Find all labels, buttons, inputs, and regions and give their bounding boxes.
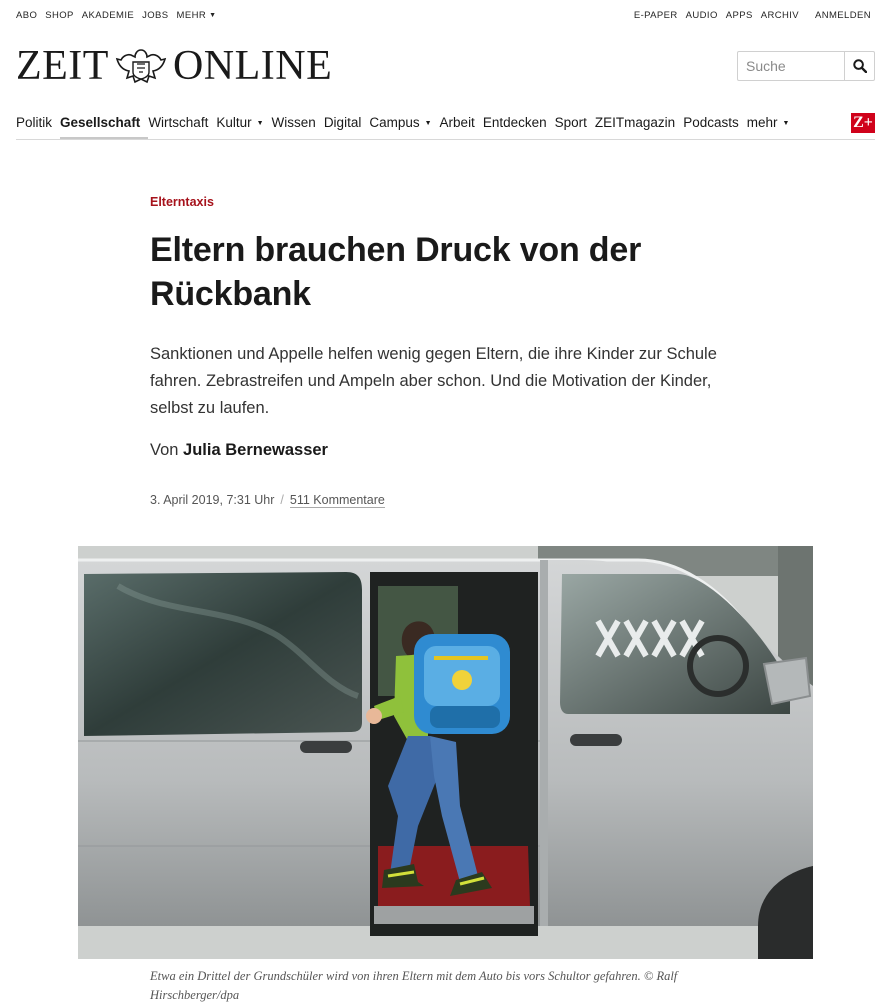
- article-title: Eltern brauchen Druck von der Rückbank: [150, 231, 642, 313]
- comments-link[interactable]: 511 Kommentare: [289, 493, 385, 507]
- eagle-emblem-icon: [113, 46, 169, 86]
- zplus-badge[interactable]: Z+: [851, 113, 875, 133]
- nav-item-arbeit[interactable]: Arbeit: [439, 115, 475, 130]
- caret-down-icon: ▼: [209, 12, 217, 19]
- nav-item-podcasts[interactable]: Podcasts: [683, 115, 739, 130]
- nav-item-kultur[interactable]: [216, 112, 271, 139]
- meta-link-akademie[interactable]: AKADEMIE: [81, 10, 135, 21]
- search-box: [737, 51, 875, 81]
- logo-word-online: ONLINE: [172, 43, 333, 89]
- meta-link-abo[interactable]: ABO: [16, 10, 38, 21]
- main-navigation: [16, 112, 875, 140]
- meta-link-shop[interactable]: SHOP: [45, 10, 74, 21]
- van-photo-illustration: [78, 546, 813, 959]
- search-input[interactable]: [738, 52, 844, 80]
- nav-item-gesellschaft[interactable]: Gesellschaft: [60, 112, 148, 139]
- caret-down-icon: ▼: [782, 120, 790, 127]
- nav-item-wissen[interactable]: Wissen: [271, 115, 316, 130]
- meta-bar: [0, 0, 887, 30]
- publish-date: 3. April 2019, 7:31 Uhr: [150, 493, 275, 507]
- login-link[interactable]: ANMELDEN: [815, 10, 871, 21]
- search-button[interactable]: [844, 52, 874, 80]
- nav-item-campus[interactable]: [369, 112, 439, 139]
- nav-item-sport[interactable]: Sport: [554, 115, 587, 130]
- meta-link-apps[interactable]: APPS: [725, 10, 753, 21]
- meta-separator: /: [280, 493, 284, 507]
- nav-item-wirtschaft[interactable]: Wirtschaft: [148, 115, 209, 130]
- meta-links-right: [634, 10, 871, 21]
- site-logo[interactable]: [16, 44, 332, 88]
- article-kicker: Elterntaxis: [150, 195, 214, 209]
- article-image: [78, 546, 813, 959]
- meta-link-mehr-label: MEHR: [176, 10, 207, 21]
- search-icon: [853, 59, 867, 73]
- meta-link-epaper[interactable]: E-PAPER: [633, 10, 678, 21]
- nav-item-zeitmagazin[interactable]: ZEITmagazin: [594, 115, 676, 130]
- meta-links-left: [16, 10, 216, 21]
- meta-link-archiv[interactable]: ARCHIV: [760, 10, 799, 21]
- nav-item-politik[interactable]: Politik: [16, 115, 53, 130]
- nav-item-campus-label: Campus: [369, 115, 420, 130]
- nav-item-mehr[interactable]: [747, 112, 798, 139]
- nav-item-digital[interactable]: Digital: [323, 115, 362, 130]
- image-caption: Etwa ein Drittel der Grundschüler wird von ihren Eltern mit dem Auto bis vors Schultor gefahren. © Ralf Hirschberger/dpa: [150, 969, 678, 1002]
- logo-word-zeit: ZEIT: [16, 43, 109, 89]
- article-meta: [150, 493, 385, 508]
- nav-item-kultur-label: Kultur: [216, 115, 252, 130]
- author-link[interactable]: Julia Bernewasser: [183, 441, 328, 459]
- article-summary: Sanktionen und Appelle helfen wenig gegen Eltern, die ihre Kinder zur Schule fahren. Zebrastreifen und Ampeln aber schon. Und die Motivation der Kinder, selbst zu laufen.: [150, 345, 717, 417]
- meta-link-audio[interactable]: AUDIO: [685, 10, 718, 21]
- nav-item-mehr-label: mehr: [746, 115, 778, 130]
- meta-link-jobs[interactable]: JOBS: [142, 10, 169, 21]
- caret-down-icon: ▼: [424, 120, 432, 127]
- meta-link-mehr[interactable]: [177, 10, 217, 21]
- article-byline: [150, 441, 328, 460]
- byline-prefix: Von: [150, 441, 179, 459]
- caret-down-icon: ▼: [256, 120, 264, 127]
- nav-item-entdecken[interactable]: Entdecken: [482, 115, 547, 130]
